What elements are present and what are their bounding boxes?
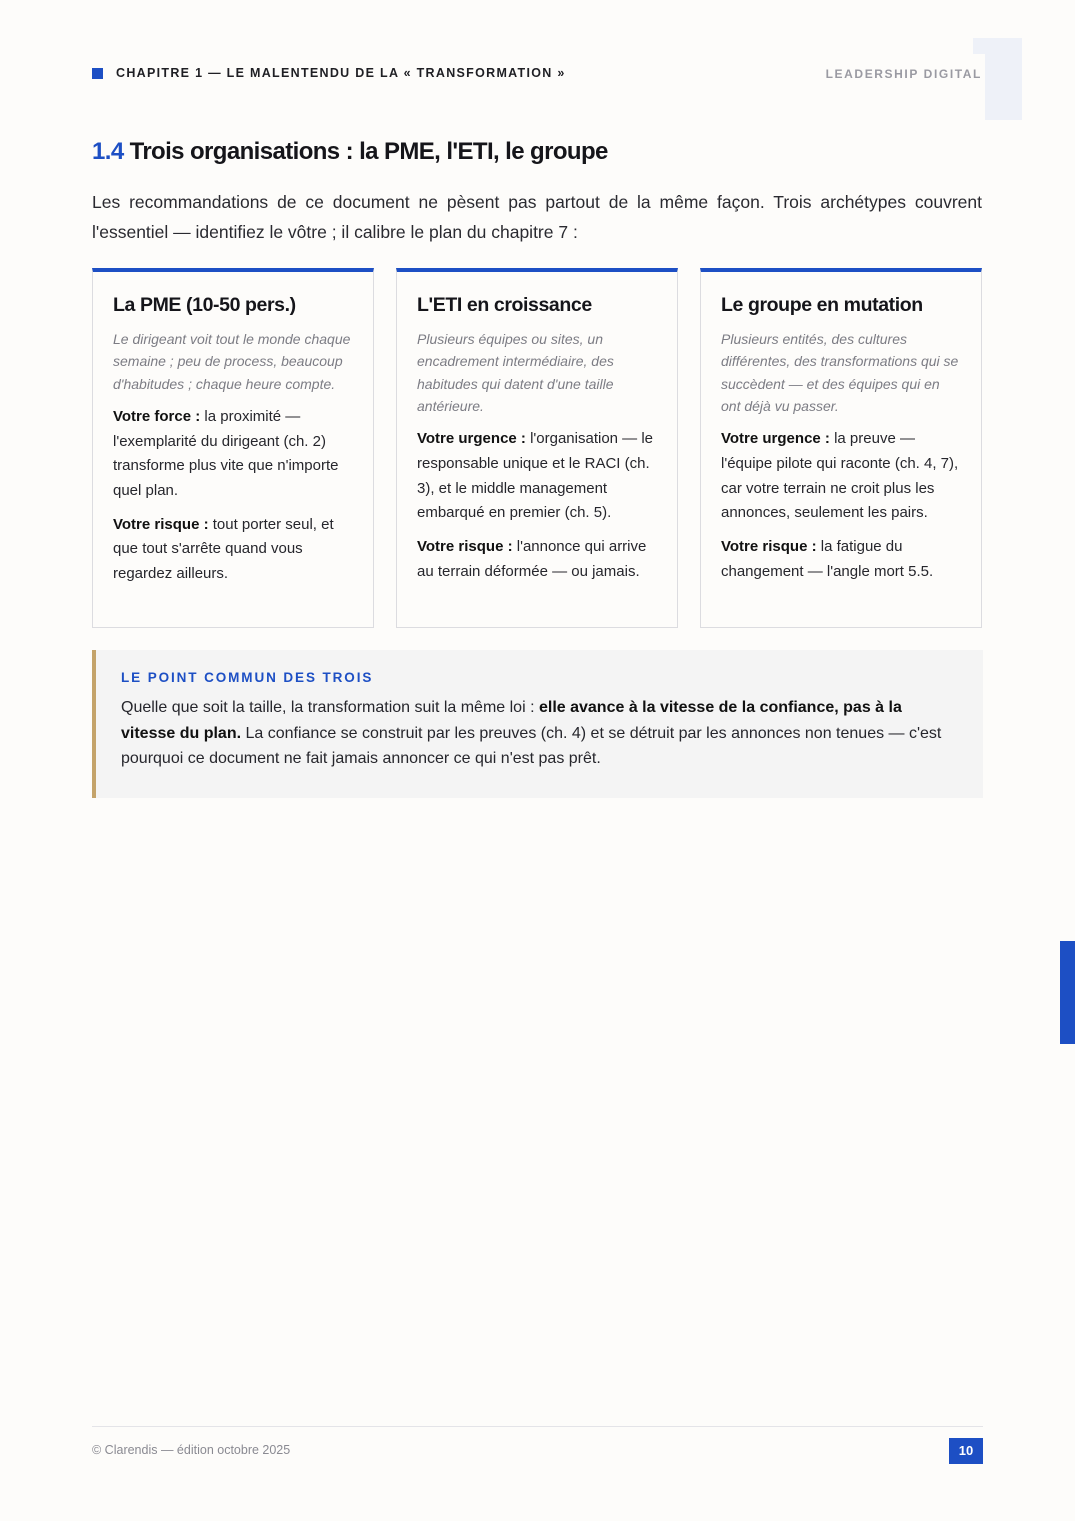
card-title: L'ETI en croissance bbox=[417, 294, 592, 316]
card-description: Plusieurs équipes ou sites, un encadrement intermédiaire, des habitudes qui datent d'une taille antérieure. bbox=[417, 331, 614, 414]
callout-title: LE POINT COMMUN DES TROIS bbox=[121, 670, 374, 685]
card-risk-text: tout porter seul, et que tout s'arrête quand vous regardez ailleurs. bbox=[113, 515, 334, 583]
callout-text-start: Quelle que soit la taille, la transformation suit la même loi : bbox=[121, 699, 539, 716]
card-strength-label: Votre force : bbox=[113, 407, 201, 425]
card-risk-label: Votre risque : bbox=[417, 538, 513, 555]
common-point-callout bbox=[92, 650, 983, 798]
chapter-marker bbox=[92, 68, 103, 79]
card-urgency bbox=[721, 427, 961, 526]
page-number-badge: 10 bbox=[949, 1438, 983, 1464]
card-strength bbox=[113, 405, 353, 504]
callout-text-end: La confiance se construit par les preuves (ch. 4) et se détruit par les annonces non tenues — c'est pourquoi ce document ne fait jamais annoncer ce qui n'est pas prêt. bbox=[121, 724, 942, 767]
card-risk bbox=[721, 535, 961, 584]
section-title bbox=[92, 138, 608, 166]
brand-header: LEADERSHIP DIGITAL bbox=[825, 67, 982, 81]
card-groupe bbox=[700, 268, 982, 628]
card-risk-text: la fatigue du changement — l'angle mort 5.5. bbox=[721, 538, 934, 580]
card-urgency-text: la preuve — l'équipe pilote qui raconte (ch. 4, 7), car votre terrain ne croit plus les annonces, seulement les pairs. bbox=[721, 430, 959, 522]
chapter-numeral-decoration bbox=[985, 38, 1022, 120]
card-description: Le dirigeant voit tout le monde chaque semaine ; peu de process, beaucoup d'habitudes ; chaque heure compte. bbox=[113, 331, 351, 392]
footer-copyright: © Clarendis — édition octobre 2025 bbox=[92, 1443, 291, 1457]
chapter-side-tab bbox=[1060, 941, 1075, 1044]
callout-text bbox=[121, 695, 959, 772]
card-pme bbox=[92, 268, 374, 628]
card-eti bbox=[396, 268, 678, 628]
card-urgency bbox=[417, 427, 657, 526]
card-urgency-text: l'organisation — le responsable unique et le RACI (ch. 3), et le middle management embarqué en premier (ch. 5). bbox=[417, 430, 654, 522]
card-urgency-label: Votre urgence : bbox=[721, 430, 830, 448]
intro-paragraph: Les recommandations de ce document ne pèsent pas partout de la même façon. Trois archétypes couvrent l'essentiel — identifiez le vôtre ; il calibre le plan du chapitre 7 : bbox=[92, 192, 982, 242]
card-risk-text: l'annonce qui arrive au terrain déformée — ou jamais. bbox=[417, 538, 647, 580]
card-risk-label: Votre risque : bbox=[113, 515, 209, 533]
card-title: La PME (10-50 pers.) bbox=[113, 294, 296, 316]
card-title: Le groupe en mutation bbox=[721, 294, 923, 316]
card-risk-label: Votre risque : bbox=[721, 538, 817, 555]
footer-divider bbox=[92, 1426, 983, 1427]
callout-text-emphasis: elle avance à la vitesse de la confiance, pas à la vitesse du plan. bbox=[121, 699, 902, 742]
card-description: Plusieurs entités, des cultures différentes, des transformations qui se succèdent — et des équipes qui en ont déjà vu passer. bbox=[721, 331, 959, 414]
card-risk bbox=[113, 513, 353, 587]
section-title-text: Trois organisations : la PME, l'ETI, le groupe bbox=[129, 138, 608, 165]
card-strength-text: la proximité — l'exemplarité du dirigeant (ch. 2) transforme plus vite que n'importe quel plan. bbox=[113, 407, 339, 499]
section-number: 1.4 bbox=[92, 138, 124, 165]
card-urgency-label: Votre urgence : bbox=[417, 430, 526, 448]
chapter-header: CHAPITRE 1 — LE MALENTENDU DE LA « TRANSFORMATION » bbox=[116, 66, 566, 80]
card-risk bbox=[417, 535, 657, 584]
